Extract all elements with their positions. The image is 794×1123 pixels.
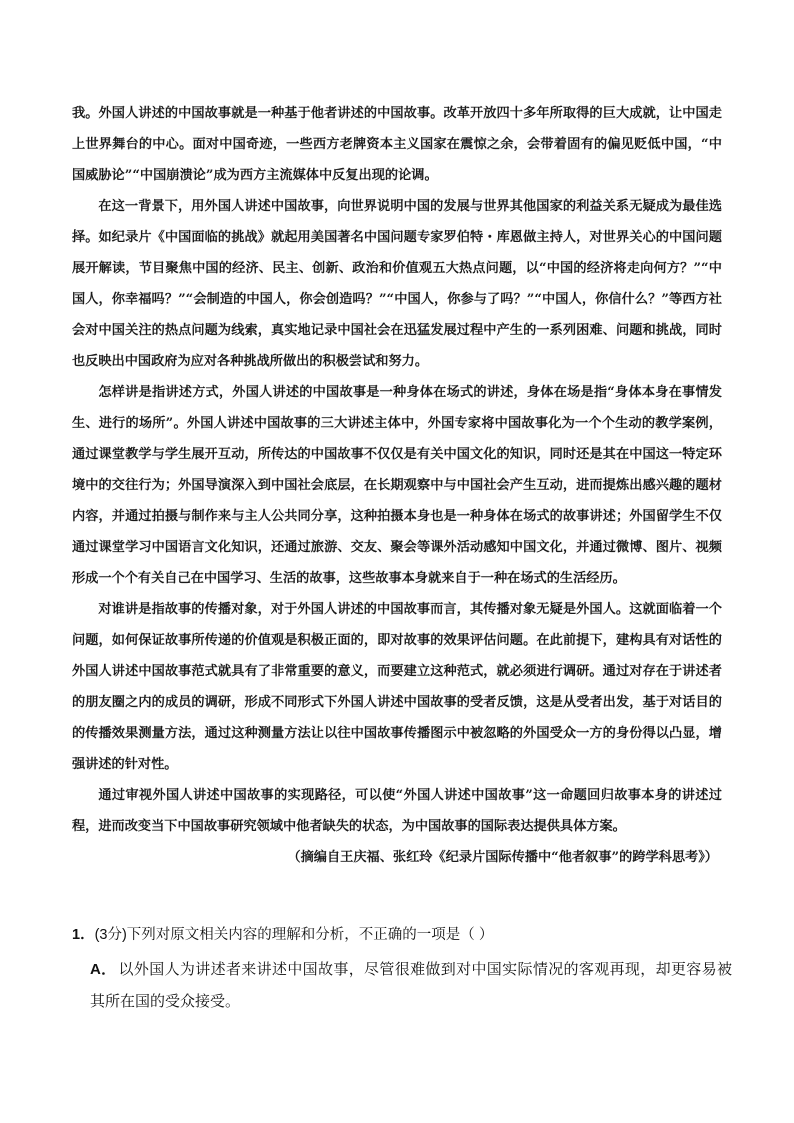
article-paragraph-5: 通过审视外国人讲述中国故事的实现路径，可以使“外国人讲述中国故事”这一命题回归故事本身的讲述过程，进而改变当下中国故事研究领域中他者缺失的状态，为中国故事的国际表达提供具体方案。 [72, 788, 722, 834]
article-source-citation: （摘编自王庆福、张红玲《纪录片国际传播中“他者叙事”的跨学科思考》） [287, 850, 718, 865]
article-body [72, 98, 722, 873]
article-paragraph-4: 对谁讲是指故事的传播对象，对于外国人讲述的中国故事而言，其传播对象无疑是外国人。这就面临着一个问题，如何保证故事所传递的价值观是积极正面的，即对故事的效果评估问题。在此前提下，建构具有对话性的外国人讲述中国故事范式就具有了非常重要的意义，而要建立这种范式，就必须进行调研。通过对存在于讲述者的朋友圈之内的成员的调研，形成不同形式下外国人讲述中国故事的受者反馈，这是从受者出发，基于对话目的的传播效果测量方法，通过这种测量方法让以往中国故事传播图示中被忽略的外国受众一方的身份得以凸显，增强讲述的针对性。 [72, 602, 722, 772]
question-stem-text: (3分)下列对原文相关内容的理解和分析，不正确的一项是（ ） [94, 927, 494, 943]
article-paragraph-1: 我。外国人讲述的中国故事就是一种基于他者讲述的中国故事。改革开放四十多年所取得的巨大成就，让中国走上世界舞台的中心。面对中国奇迹，一些西方老牌资本主义国家在震惊之余，会带着固有的偏见贬低中国，“中国威胁论”“中国崩溃论”成为西方主流媒体中反复出现的论调。 [72, 106, 722, 183]
option-a-letter: A． [90, 961, 117, 978]
question-1 [72, 922, 732, 1018]
question-number: 1． [72, 927, 95, 943]
question-stem [72, 922, 732, 948]
option-a-text: 以外国人为讲述者来讲述中国故事，尽管很难做到对中国实际情况的客观再现，却更容易被其所在国的受众接受。 [90, 961, 732, 1010]
question-option-a [90, 954, 732, 1018]
article-paragraph-2: 在这一背景下，用外国人讲述中国故事，向世界说明中国的发展与世界其他国家的利益关系无疑成为最佳选择。如纪录片《中国面临的挑战》就起用美国著名中国问题专家罗伯特・库恩做主持人，对世界关心的中国问题展开解读，节目聚焦中国的经济、民主、创新、政治和价值观五大热点问题，以“中国的经济将走向何方？”“中国人，你幸福吗？”“会制造的中国人，你会创造吗？”“中国人，你参与了吗？”“中国人，你信什么？”等西方社会对中国关注的热点问题为线索，真实地记录中国社会在迅猛发展过程中产生的一系列困难、问题和挑战，同时也反映出中国政府为应对各种挑战所做出的积极尝试和努力。 [72, 199, 722, 369]
article-paragraph-3: 怎样讲是指讲述方式，外国人讲述的中国故事是一种身体在场式的讲述，身体在场是指“身体本身在事情发生、进行的场所”。外国人讲述中国故事的三大讲述主体中，外国专家将中国故事化为一个个生动的教学案例，通过课堂教学与学生展开互动，所传达的中国故事不仅仅是有关中国文化的知识，同时还是其在中国这一特定环境中的交往行为；外国导演深入到中国社会底层，在长期观察中与中国社会产生互动，进而提炼出感兴趣的题材内容，并通过拍摄与制作来与主人公共同分享，这种拍摄本身也是一种身体在场式的故事讲述；外国留学生不仅通过课堂学习中国语言文化知识，还通过旅游、交友、聚会等课外活动感知中国文化，并通过微博、图片、视频形成一个个有关自己在中国学习、生活的故事，这些故事本身就来自于一种在场式的生活经历。 [72, 385, 722, 586]
